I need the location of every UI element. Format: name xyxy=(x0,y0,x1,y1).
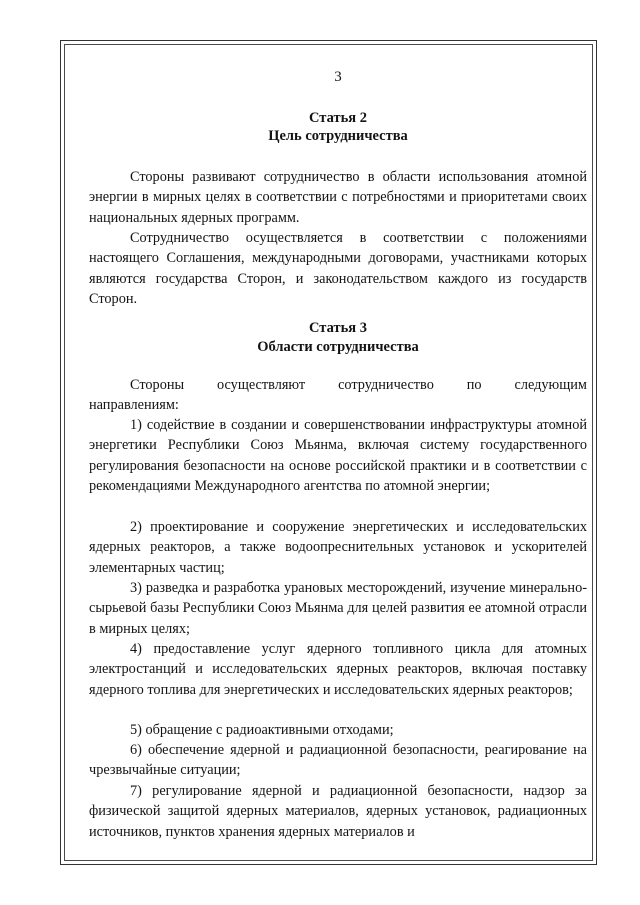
article-3-subtitle: Области сотрудничества xyxy=(257,339,419,355)
article-3-title: Статья 3 xyxy=(309,320,367,336)
article-2-paragraph-1 xyxy=(89,167,587,228)
article-3-intro-line xyxy=(89,375,587,395)
paragraph-text: Стороны развивают сотрудничество в области использования атомной энергии в мирных целях в соответствии с потребностями и приоритетами своих национальных ядерных программ. xyxy=(89,169,587,226)
list-item-text: 6) обеспечение ядерной и радиационной безопасности, реагирование на чрезвычайные ситуации; xyxy=(89,742,587,779)
intro-word: Стороны xyxy=(130,377,185,393)
list-item-text: 4) предоставление услуг ядерного топливного цикла для атомных электростанций и исследовательских ядерных реакторов, включая поставку ядерного топлива для энергетических и исследовательских ядерных реакторов; xyxy=(89,641,587,698)
list-item-text: 1) содействие в создании и совершенствовании инфраструктуры атомной энергетики Республики Союз Мьянма, включая систему государственного регулирования безопасности на основе российской практики и в соответствии с рекомендациями Международного агентства по атомной энергии; xyxy=(89,417,587,494)
article-3-item-5 xyxy=(89,720,587,740)
list-item-text: 2) проектирование и сооружение энергетических и исследовательских ядерных реакторов, а также водоопреснительных установок и ускорителей элементарных частиц; xyxy=(89,519,587,576)
article-2-paragraph-2 xyxy=(89,228,587,309)
article-3-item-7 xyxy=(89,781,587,842)
article-3-intro-tail: направлениям: xyxy=(89,397,179,413)
article-3-item-4 xyxy=(89,639,587,700)
article-3-item-2 xyxy=(89,517,587,578)
article-3-item-1 xyxy=(89,415,587,496)
page-number: 3 xyxy=(334,69,342,85)
list-item-text: 7) регулирование ядерной и радиационной безопасности, надзор за физической защитой ядерных материалов, ядерных установок, радиационных источников, пунктов хранения ядерных материалов и xyxy=(89,783,587,840)
intro-word: следующим xyxy=(514,377,587,393)
article-3-item-6 xyxy=(89,740,587,781)
article-2-subtitle: Цель сотрудничества xyxy=(268,128,408,144)
article-3-item-3 xyxy=(89,578,587,639)
paragraph-text: Сотрудничество осуществляется в соответствии с положениями настоящего Соглашения, международными договорами, участниками которых являются государства Сторон, и законодательством каждого из государств Сторон. xyxy=(89,230,587,307)
intro-word: сотрудничество xyxy=(338,377,434,393)
intro-word: по xyxy=(466,377,482,393)
list-item-text: 5) обращение с радиоактивными отходами; xyxy=(130,722,394,738)
intro-word: осуществляют xyxy=(217,377,306,393)
list-item-text: 3) разведка и разработка урановых месторождений, изучение минерально-сырьевой базы Республики Союз Мьянма для целей развития ее атомной отрасли в мирных целях; xyxy=(89,580,587,637)
article-2-title: Статья 2 xyxy=(309,110,367,126)
